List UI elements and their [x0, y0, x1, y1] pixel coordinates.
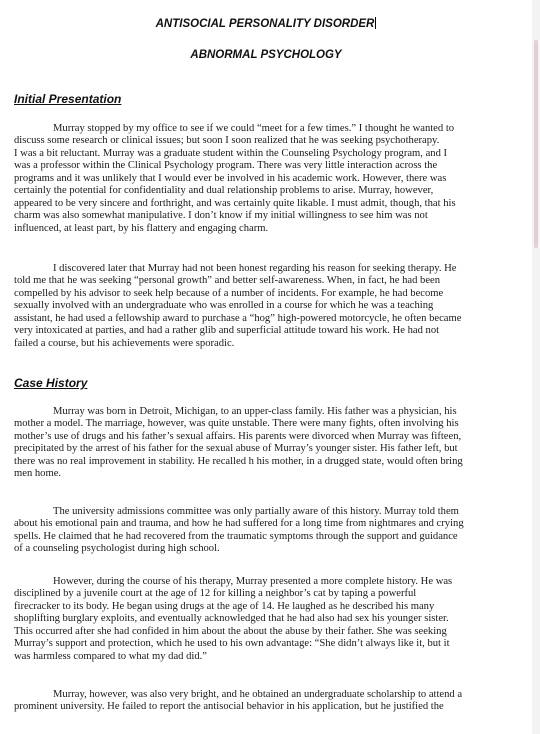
text-line: Murray was born in Detroit, Michigan, to an upper-class family. His father was a physician, his: [53, 406, 457, 417]
text-line: compelled by his advisor to seek help because of a number of incidents. For example, he had become: [14, 287, 444, 299]
text-line: there was no real improvement in stability. He recalled h his mother, in a drugged state, would often bring: [14, 455, 463, 467]
text-line: prominent university. He failed to report the antisocial behavior in his application, but he justified the: [14, 701, 444, 713]
text-line: influenced, at least part, by his flattery and engaging charm.: [14, 222, 269, 234]
text-line: failed a course, but his achievements were sporadic.: [14, 337, 235, 349]
text-line: mother a model. The marriage, however, was quite unstable. There were many fights, often involving his: [14, 418, 459, 430]
text-line: told me that he was seeking “personal growth” and better self-awareness. When, in fact, he had been: [14, 275, 441, 287]
text-line: spells. He claimed that he had recovered from the traumatic symptoms through the support and guidance: [14, 530, 458, 542]
text-line: men home.: [14, 468, 62, 480]
document-title: ANTISOCIAL PERSONALITY DISORDER: [155, 18, 375, 30]
text-line: The university admissions committee was only partially aware of this history. Murray told them: [53, 506, 459, 517]
text-line: disciplined by a juvenile court at the age of 12 for killing a neighbor’s cat by taping a powerful: [14, 588, 417, 600]
text-line: precipitated by the arrest of his father for the sexual abuse of Murray’s younger sister. His father left, but: [14, 443, 458, 455]
text-line: programs and it was unlikely that I would ever be involved in his academic work. However, there was: [14, 172, 447, 184]
text-line: However, during the course of his therapy, Murray presented a more complete history. He was: [53, 576, 453, 587]
paragraph: [14, 263, 526, 350]
text-line: very intoxicated at parties, and had a rather glib and superficial attitude toward his work. He had not: [14, 325, 440, 337]
text-line: about his emotional pain and trauma, and how he had suffered for a long time from nightmares and crying: [14, 518, 464, 530]
text-line: discuss some research or clinical issues; but soon I soon realized that he was seeking psychotherapy.: [14, 135, 440, 147]
text-line: mother’s use of drugs and his father’s sexual affairs. His parents were divorced when Murray was fifteen,: [14, 430, 462, 442]
paragraph: [14, 506, 526, 556]
text-line: I was a bit reluctant. Murray was a graduate student within the Counseling Psychology program, and I: [14, 147, 448, 159]
paragraph: [14, 406, 526, 481]
text-line: I discovered later that Murray had not been honest regarding his reason for seeking therapy. He: [53, 263, 457, 274]
document-subtitle: ABNORMAL PSYCHOLOGY: [190, 49, 342, 61]
text-line: charm was also somewhat manipulative. I don’t know if my initial willingness to see him was not: [14, 210, 428, 222]
text-line: was a professor within the Clinical Psychology program. There was very little interaction across the: [14, 160, 438, 172]
paragraph: [14, 123, 526, 235]
text-line: sexually involved with an undergraduate who was enrolled in a course for which he was a teaching: [14, 300, 434, 312]
text-line: Murray stopped by my office to see if we could “meet for a few times.” I thought he wanted to: [53, 123, 455, 134]
text-line: firecracker to its body. He began using drugs at the age of 14. He laughed as he described his many: [14, 600, 435, 612]
text-line: Murray’s support and protection, which he used to his own advantage: “She didn’t always like it, but it: [14, 638, 450, 650]
section-heading-initial-presentation: Initial Presentation: [14, 92, 122, 106]
vertical-scrollbar[interactable]: [534, 40, 538, 248]
text-line: shoplifting burglary exploits, and eventually acknowledged that he had also had sex his younger sister.: [14, 613, 449, 625]
text-line: appeared to be very sincere and forthright, and was certainly quite likable. I must admit, though, that his: [14, 197, 456, 209]
text-cursor: [375, 17, 376, 29]
text-line: assistant, he had used a fellowship award to purchase a “hog” high-powered motorcycle, he often became: [14, 312, 462, 324]
text-line: certainly the potential for confidentiality and dual relationship problems to arise. Murray, however,: [14, 185, 434, 197]
text-line: was harmless compared to what my dad did.”: [14, 650, 207, 662]
text-line: of a counseling psychologist during high school.: [14, 543, 220, 555]
section-heading-case-history: Case History: [14, 376, 88, 390]
text-line: This occurred after she had confided in him about the about the abuse by their father. She was seeking: [14, 625, 447, 637]
paragraph: [14, 689, 526, 714]
paragraph: [14, 576, 526, 663]
text-line: Murray, however, was also very bright, and he obtained an undergraduate scholarship to attend a: [53, 689, 463, 700]
